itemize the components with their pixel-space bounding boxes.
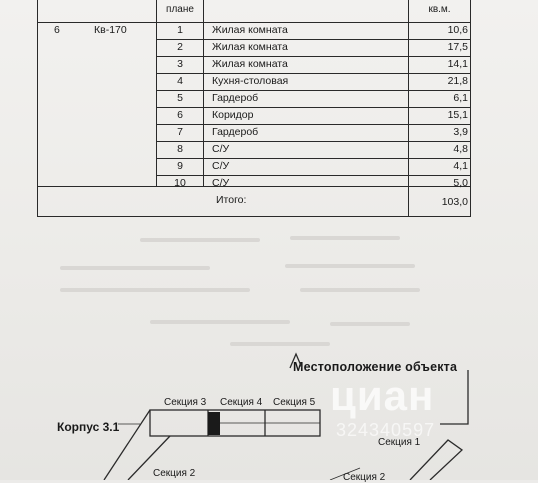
room-name: С/У: [212, 177, 230, 189]
site-plan: [0, 340, 538, 480]
total-label: Итого:: [216, 194, 247, 206]
room-area: 15,1: [447, 109, 468, 121]
building-label: Корпус 3.1: [57, 420, 120, 434]
room-number: 7: [177, 126, 183, 138]
section-3-label: Секция 3: [164, 397, 207, 408]
section-1-label: Секция 1: [378, 437, 421, 448]
room-area: 4,1: [453, 160, 468, 172]
room-number: 5: [177, 92, 183, 104]
header-area: кв.м.: [428, 4, 451, 15]
apartment-number: 6: [54, 24, 60, 36]
room-name: С/У: [212, 143, 230, 155]
room-number: 1: [177, 24, 183, 36]
room-area: 21,8: [447, 75, 468, 87]
watermark-number: 324340597: [336, 420, 436, 440]
section-5-label: Секция 5: [273, 397, 316, 408]
room-number: 8: [177, 143, 183, 155]
section-2-right-label: Секция 2: [343, 472, 386, 483]
room-area: 17,5: [447, 41, 468, 53]
room-area: 14,1: [447, 58, 468, 70]
location-title: Местоположение объекта: [293, 360, 458, 374]
apartment-code: Кв-170: [94, 24, 127, 36]
watermark-logo: циан: [330, 372, 435, 419]
room-number: 3: [177, 58, 183, 70]
room-name: Коридор: [212, 109, 254, 121]
header-plan: плане: [166, 4, 194, 15]
room-area: 4,8: [453, 143, 468, 155]
room-name: С/У: [212, 160, 230, 172]
section-2-label: Секция 2: [153, 468, 196, 479]
section-4-label: Секция 4: [220, 397, 263, 408]
room-number: 9: [177, 160, 183, 172]
room-name: Жилая комната: [212, 24, 288, 36]
room-number: 2: [177, 41, 183, 53]
room-area: 5,0: [453, 177, 468, 189]
room-number: 10: [174, 177, 186, 189]
room-name: Гардероб: [212, 126, 259, 138]
room-name: Жилая комната: [212, 41, 288, 53]
room-name: Гардероб: [212, 92, 259, 104]
room-area: 3,9: [453, 126, 468, 138]
room-number: 6: [177, 109, 183, 121]
room-area: 6,1: [453, 92, 468, 104]
room-number: 4: [177, 75, 183, 87]
total-value: 103,0: [441, 196, 468, 208]
room-name: Кухня-столовая: [212, 75, 289, 87]
room-area: 10,6: [447, 24, 468, 36]
highlight-marker: [208, 412, 220, 435]
room-name: Жилая комната: [212, 58, 288, 70]
